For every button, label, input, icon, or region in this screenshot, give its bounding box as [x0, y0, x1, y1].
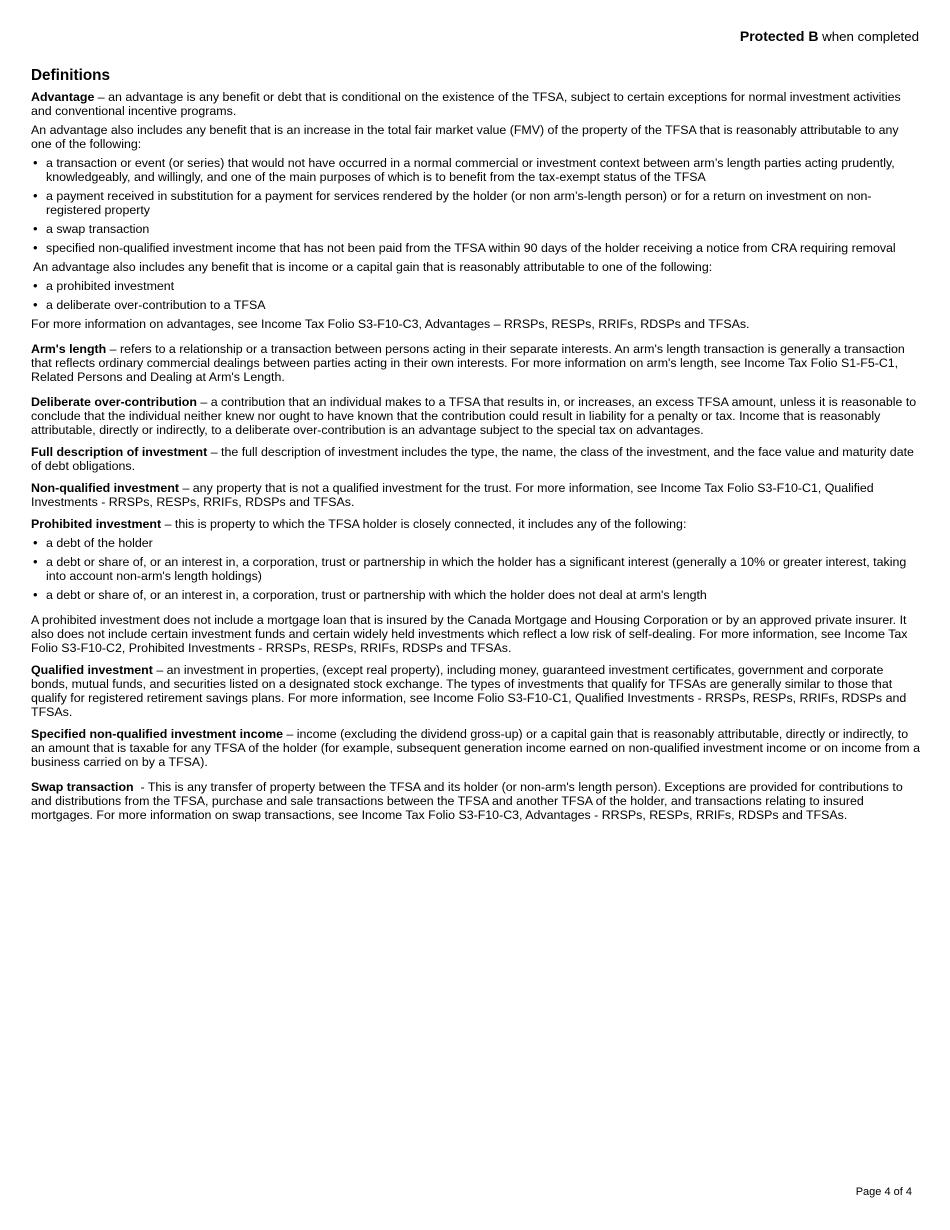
- list-item: • a deliberate over-contribution to a TFSA: [31, 298, 922, 312]
- definition-text: – an advantage is any benefit or debt that is conditional on the existence of the TFSA, subject to certain exceptions for normal investment activities and conventional incentive programs.: [31, 90, 901, 118]
- definitions-content: [31, 90, 922, 822]
- term-full-description: Full description of investment: [31, 445, 208, 459]
- definition-deliberate-over-contribution: [31, 395, 922, 437]
- advantage-list-1: [31, 156, 922, 255]
- definition-text: – an investment in properties, (except real property), including money, guaranteed investment certificates, government and corporate bonds, mutual funds, and securities listed on a designated stock exchange. The types of investments that qualify for TFSAs are generally similar to those that qualify for registered retirement savings plans. For more information, see Income Folio S3-F10-C1, Qualified Investments - RRSPs, RESPs, RRIFs, RDSPs and TFSAs.: [31, 663, 907, 719]
- definition-arms-length: [31, 342, 922, 384]
- term-arms-length: Arm's length: [31, 342, 107, 356]
- list-item: • a swap transaction: [31, 222, 922, 236]
- term-non-qualified-investment: Non-qualified investment: [31, 481, 180, 495]
- definition-text: – income (excluding the dividend gross-up) or a capital gain that is reasonably attributable, directly or indirectly, to an amount that is taxable for any TFSA of the holder (for example, subsequent generation income earned on non-qualified investment income or on income from a business carried on by a TFSA).: [31, 727, 920, 769]
- protected-b-notice: [740, 28, 919, 44]
- definition-text: – any property that is not a qualified investment for the trust. For more information, see Income Tax Folio S3-F10-C1, Qualified Investments - RRSPs, RESPs, RRIFs, RDSPs and TFSAs.: [31, 481, 874, 509]
- definition-text: – refers to a relationship or a transaction between persons acting in their separate interests. An arm's length transaction is generally a transaction that reflects ordinary commercial dealings between parties acting in their own interests. For more information on arm's length, see Income Tax Folio S1-F5-C1, Related Persons and Dealing at Arm's Length.: [31, 342, 905, 384]
- definition-full-description: [31, 445, 922, 473]
- definition-non-qualified-investment: [31, 481, 922, 509]
- list-item: • a debt or share of, or an interest in, a corporation, trust or partnership in which the holder has a significant interest (generally a 10% or greater interest, taking into account non-arm's length holdings): [31, 555, 922, 583]
- page-number: Page 4 of 4: [855, 1186, 912, 1198]
- definition-text: - This is any transfer of property between the TFSA and its holder (or non-arm's length person). Exceptions are provided for contributions to and distributions from the TFSA, purchase and sale transactions between the TFSA and another TFSA of the holder, and transactions relating to insured mortgages. For more information on swap transactions, see Income Tax Folio S3-F10-C3, Advantages - RRSPs, RESPs, RRIFs, RDSPs and TFSAs.: [31, 780, 907, 822]
- list-item: • a transaction or event (or series) that would not have occurred in a normal commercial or investment context between arm’s length parties acting prudently, knowledgeably, and willingly, and one of the main purposes of which is to benefit from the tax-exempt status of the TFSA: [31, 156, 922, 184]
- definition-qualified-investment: [31, 663, 922, 719]
- list-item: • a payment received in substitution for a payment for services rendered by the holder (or non arm’s-length person) or for a return on investment on non-registered property: [31, 189, 922, 217]
- protected-b-label: Protected B: [739, 28, 819, 44]
- list-item: • specified non-qualified investment income that has not been paid from the TFSA within 90 days of the holder receiving a notice from CRA requiring removal: [31, 241, 922, 255]
- definition-specified-non-qualified-income: [31, 727, 922, 769]
- term-swap-transaction: Swap transaction: [31, 780, 134, 794]
- definition-text: – this is property to which the TFSA holder is closely connected, it includes any of the following:: [161, 517, 687, 531]
- advantage-paragraph-2: An advantage also includes any benefit that is an increase in the total fair market value (FMV) of the property of the TFSA that is reasonably attributable to any one of the following:: [31, 123, 899, 151]
- term-advantage: Advantage: [31, 90, 95, 104]
- list-item: • a debt or share of, or an interest in, a corporation, trust or partnership with which the holder does not deal at arm's length: [31, 588, 922, 602]
- definition-text: – the full description of investment includes the type, the name, the class of the investment, and the face value and maturity date of debt obligations.: [31, 445, 914, 473]
- list-item: • a debt of the holder: [31, 536, 922, 550]
- advantage-paragraph-3: An advantage also includes any benefit that is income or a capital gain that is reasonably attributable to one of the following:: [33, 260, 713, 274]
- list-item: • a prohibited investment: [31, 279, 922, 293]
- prohibited-list: [31, 536, 922, 602]
- page-title: Definitions: [31, 67, 111, 84]
- prohibited-paragraph-2: A prohibited investment does not include a mortgage loan that is insured by the Canada Mortgage and Housing Corporation or by an approved private insurer. It also does not include certain investment funds and certain widely held investments which reflect a low risk of self-dealing. For more information, see Income Tax Folio S3-F10-C2, Prohibited Investments - RRSPs, RESPs, RRIFs, RDSPs and TFSAs.: [31, 613, 908, 655]
- advantage-list-2: [31, 279, 922, 312]
- definition-text: – a contribution that an individual makes to a TFSA that results in, or increases, an excess TFSA amount, unless it is reasonable to conclude that the individual neither knew nor ought to have known that the contribution could result in liability for a penalty or tax. Income that is reasonably attributable, directly or indirectly, to a deliberate over-contribution is an advantage subject to the special tax on advantages.: [31, 395, 917, 437]
- term-qualified-investment: Qualified investment: [31, 663, 153, 677]
- term-specified-non-qualified-income: Specified non-qualified investment income: [31, 727, 283, 741]
- term-prohibited-investment: Prohibited investment: [31, 517, 162, 531]
- protected-b-suffix: when completed: [818, 29, 919, 44]
- definition-advantage: [31, 90, 922, 118]
- term-deliberate-over-contribution: Deliberate over-contribution: [31, 395, 197, 409]
- advantage-paragraph-4: For more information on advantages, see Income Tax Folio S3-F10-C3, Advantages – RRSPs, RESPs, RRIFs, RDSPs and TFSAs.: [31, 317, 750, 331]
- definition-prohibited-investment: [31, 517, 922, 531]
- definition-swap-transaction: [31, 780, 922, 822]
